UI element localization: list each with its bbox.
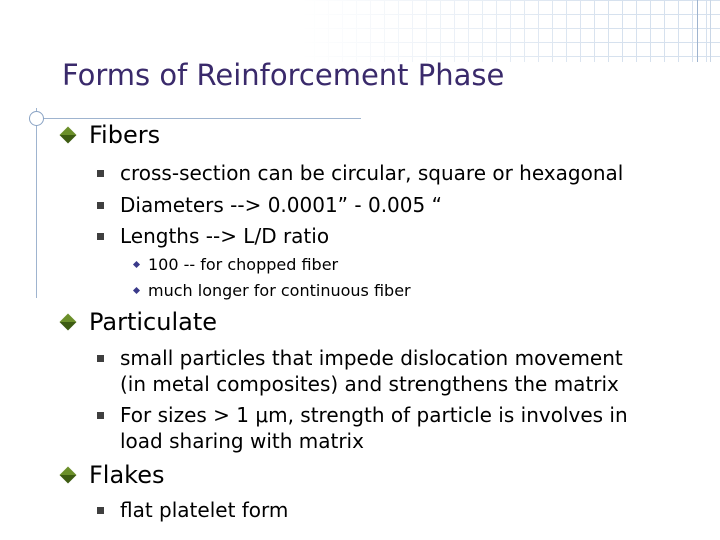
sub-list-item-text: much longer for continuous fiber	[148, 281, 411, 300]
list-item-text: Lengths --> L/D ratio	[120, 224, 330, 248]
small-diamond-bullet-icon	[133, 261, 140, 268]
decorative-vertical-line-faint	[710, 0, 711, 62]
list-item-text: load sharing with matrix	[120, 429, 364, 453]
list-item-text: cross-section can be circular, square or hexagonal	[120, 161, 624, 185]
square-bullet-icon	[97, 233, 104, 240]
list-item-text: flat platelet form	[120, 498, 289, 522]
sub-list-item-text: 100 -- for chopped fiber	[148, 255, 339, 274]
square-bullet-icon	[97, 412, 104, 419]
diamond-bullet-icon	[60, 314, 77, 331]
heading-label: Flakes	[89, 461, 165, 489]
title-underline	[36, 118, 361, 119]
slide-title: Forms of Reinforcement Phase	[62, 58, 505, 92]
square-bullet-icon	[97, 170, 104, 177]
decorative-grid	[300, 0, 720, 62]
square-bullet-icon	[97, 355, 104, 362]
square-bullet-icon	[97, 507, 104, 514]
diamond-bullet-icon	[60, 127, 77, 144]
square-bullet-icon	[97, 202, 104, 209]
heading-label: Particulate	[89, 308, 218, 336]
list-item-text: (in metal composites) and strengthens the matrix	[120, 372, 619, 396]
list-item-text: For sizes > 1 μm, strength of particle is involves in	[120, 403, 628, 427]
small-diamond-bullet-icon	[133, 287, 140, 294]
heading-label: Fibers	[89, 121, 161, 149]
list-item-text: Diameters --> 0.0001” - 0.005 “	[120, 193, 442, 217]
list-item-text: small particles that impede dislocation movement	[120, 346, 623, 370]
decorative-left-line	[36, 108, 37, 298]
diamond-bullet-icon	[60, 467, 77, 484]
decorative-vertical-line	[697, 0, 698, 62]
circle-ring-icon	[29, 111, 44, 126]
